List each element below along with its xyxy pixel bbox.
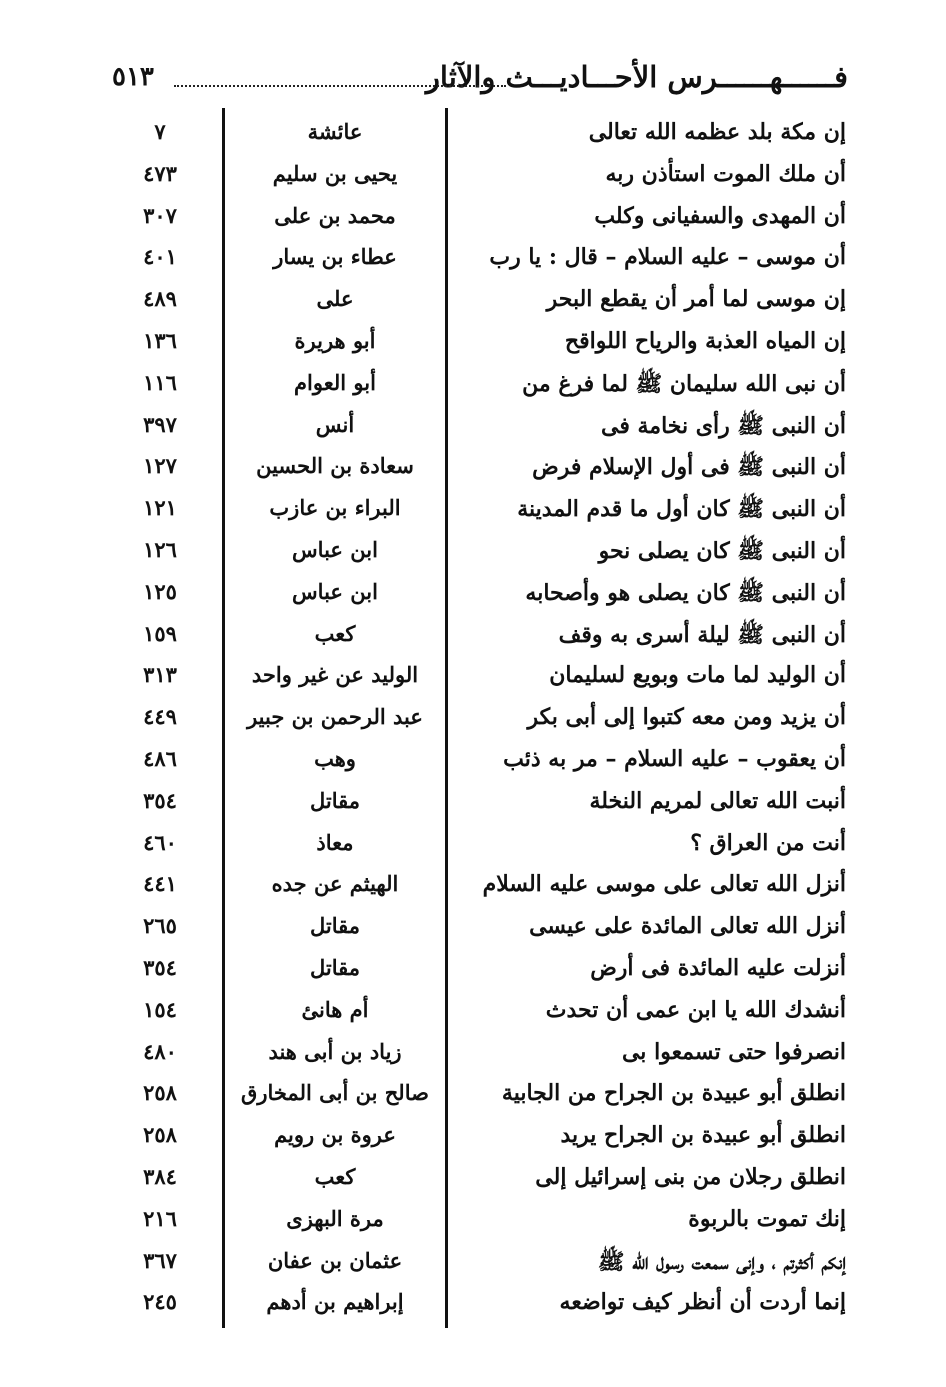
narrator-name: زياد بن أبى هند (268, 1038, 402, 1064)
page-ref: ١٢٥ (143, 578, 177, 604)
page-ref: ٤٨٠ (143, 1038, 177, 1064)
table-row (0, 572, 946, 614)
table-row (0, 321, 946, 363)
hadith-text: أنزل الله تعالى على موسى عليه السلام (482, 871, 846, 898)
narrator-name: عبد الرحمن بن جبير (247, 704, 423, 730)
narrator-name: كعب (314, 1163, 356, 1189)
narrator-name: ابن عباس (292, 578, 378, 604)
hadith-text: أن النبى ﷺ كان يصلى نحو (598, 537, 846, 564)
hadith-text: إنك تموت بالربوة (688, 1205, 846, 1232)
hadith-text: أن الوليد لما مات وبويع لسليمان (549, 662, 846, 689)
narrator-name: مرة البهزى (286, 1205, 384, 1231)
hadith-text: أنزلت عليه المائدة فى أرض (590, 954, 846, 981)
table-row (0, 237, 946, 279)
table-row (0, 990, 946, 1032)
hadith-text: انطلق أبو عبيدة بن الجراح يريد (560, 1122, 846, 1149)
hadith-text: أنبت الله تعالى لمريم النخلة (589, 787, 846, 814)
table-row (0, 154, 946, 196)
table-row (0, 279, 946, 321)
page-ref: ٣٠٧ (143, 202, 177, 228)
index-table (0, 112, 946, 1340)
narrator-name: مقاتل (309, 787, 361, 813)
page-ref: ٧ (154, 119, 166, 144)
table-row (0, 781, 946, 823)
table-row (0, 1115, 946, 1157)
narrator-name: يحيى بن سليم (272, 160, 398, 186)
table-row (0, 405, 946, 447)
narrator-name: سعادة بن الحسين (256, 453, 414, 479)
narrator-name: الوليد عن غير واحد (251, 662, 419, 688)
hadith-text: أن المهدى والسفيانى وكلب (594, 202, 846, 229)
hadith-text: إنما أردت أن أنظر كيف تواضعه (559, 1289, 846, 1316)
table-row (0, 1032, 946, 1074)
hadith-text: إن مكة بلد عظمه الله تعالى (588, 119, 846, 145)
hadith-text: انطلق رجلان من بنى إسرائيل إلى (535, 1163, 846, 1190)
hadith-text: أن نبى الله سليمان ﷺ لما فرغ من (522, 370, 846, 397)
narrator-name: على (316, 286, 354, 312)
hadith-text: أنزل الله تعالى المائدة على عيسى (529, 913, 846, 940)
hadith-text: أن النبى ﷺ ليلة أسرى به وقف (558, 621, 846, 648)
narrator-name: أم هانئ (301, 996, 369, 1022)
narrator-name: وهب (314, 745, 356, 771)
hadith-text: إن موسى لما أمر أن يقطع البحر (546, 286, 846, 313)
hadith-text: إنكم أكثرتم ، وإنى سمعت رسول الله ﷺ (597, 1248, 846, 1275)
table-row (0, 614, 946, 656)
narrator-name: عطاء بن يسار (273, 244, 397, 270)
narrator-name: إبراهيم بن أدهم (266, 1289, 404, 1315)
table-row (0, 823, 946, 865)
page-ref: ٤٨٩ (143, 286, 177, 312)
narrator-name: محمد بن على (274, 202, 396, 228)
page-ref: ٣٩٧ (143, 411, 177, 437)
table-row (0, 655, 946, 697)
narrator-name: كعب (314, 620, 356, 646)
narrator-name: مقاتل (309, 913, 361, 939)
narrator-name: البراء بن عازب (269, 495, 401, 521)
table-row (0, 739, 946, 781)
header-dotted-leader (174, 85, 506, 87)
hadith-text: أن يعقوب – عليه السلام – مر به ذئب (503, 745, 846, 772)
narrator-name: أنس (315, 411, 355, 437)
page-ref: ٢٦٥ (143, 913, 177, 939)
table-row (0, 1073, 946, 1115)
page-ref: ٢٥٨ (143, 1122, 177, 1148)
table-row (0, 864, 946, 906)
table-row (0, 363, 946, 405)
page-ref: ١١٦ (143, 369, 177, 395)
hadith-text: إن المياه العذبة والرياح اللواقح (564, 327, 846, 354)
hadith-text: أن النبى ﷺ فى أول الإسلام فرض (532, 454, 846, 481)
table-row (0, 112, 946, 154)
narrator-name: مقاتل (309, 954, 361, 980)
hadith-text: أن النبى ﷺ كان أول ما قدم المدينة (517, 496, 846, 523)
narrator-name: عروة بن رويم (274, 1122, 396, 1148)
page-ref: ٣٦٧ (143, 1247, 177, 1273)
page-ref: ١٢٧ (143, 453, 177, 479)
narrator-name: أبو هريرة (294, 327, 376, 353)
page-ref: ١٥٩ (143, 620, 177, 646)
hadith-text: أن موسى – عليه السلام – قال : يا رب (489, 244, 846, 271)
narrator-name: عثمان بن عفان (267, 1247, 403, 1273)
page-ref: ٣١٣ (143, 662, 177, 688)
hadith-text: أن يزيد ومن معه كتبوا إلى أبى بكر (527, 704, 846, 731)
table-row (0, 906, 946, 948)
page-header (112, 58, 848, 98)
narrator-name: أبو العوام (294, 369, 376, 395)
page-ref: ٣٥٤ (143, 954, 177, 980)
page-ref: ٣٨٤ (143, 1163, 177, 1189)
page-ref: ١٣٦ (143, 327, 177, 353)
narrator-name: ابن عباس (292, 536, 378, 562)
hadith-text: انطلق أبو عبيدة بن الجراح من الجابية (501, 1080, 846, 1107)
page-ref: ٢١٦ (143, 1205, 177, 1231)
table-row (0, 530, 946, 572)
page-ref: ١٢٦ (143, 536, 177, 562)
table-row (0, 446, 946, 488)
table-row (0, 488, 946, 530)
hadith-text: أن ملك الموت استأذن ربه (605, 160, 846, 187)
table-row (0, 697, 946, 739)
hadith-text: أنت من العراق ؟ (690, 829, 846, 856)
page-ref: ٤٧٣ (143, 160, 177, 186)
narrator-name: صالح بن أبى المخارق (241, 1080, 429, 1106)
narrator-name: عائشة (307, 119, 363, 144)
page-ref: ٤٨٦ (143, 745, 177, 771)
hadith-text: أنشدك الله يا ابن عمى أن تحدث (545, 996, 846, 1023)
page-title: فــــــهــــــرس الأحـــاديـــث والآثار (425, 60, 848, 94)
page-ref: ١٢١ (143, 495, 177, 521)
hadith-text: أن النبى ﷺ كان يصلى هو وأصحابه (525, 579, 846, 606)
page-ref: ٢٥٨ (143, 1080, 177, 1106)
page-ref: ٣٥٤ (143, 787, 177, 813)
page-number: ٥١٣ (112, 62, 154, 92)
narrator-name: معاذ (316, 829, 354, 855)
page-ref: ٤٤٩ (143, 704, 177, 730)
table-row (0, 948, 946, 990)
page-ref: ٤٤١ (143, 871, 177, 897)
hadith-text: انصرفوا حتى تسمعوا بى (621, 1038, 846, 1065)
table-row (0, 1157, 946, 1199)
page-ref: ٤٦٠ (143, 829, 177, 855)
table-row (0, 196, 946, 238)
table-row (0, 1241, 946, 1283)
table-row (0, 1282, 946, 1324)
table-row (0, 1199, 946, 1241)
narrator-name: الهيثم عن جده (271, 871, 399, 897)
hadith-text: أن النبى ﷺ رأى نخامة فى (601, 412, 846, 439)
page-ref: ٢٤٥ (143, 1289, 177, 1315)
page-ref: ٤٠١ (143, 244, 177, 270)
page-ref: ١٥٤ (143, 996, 177, 1022)
